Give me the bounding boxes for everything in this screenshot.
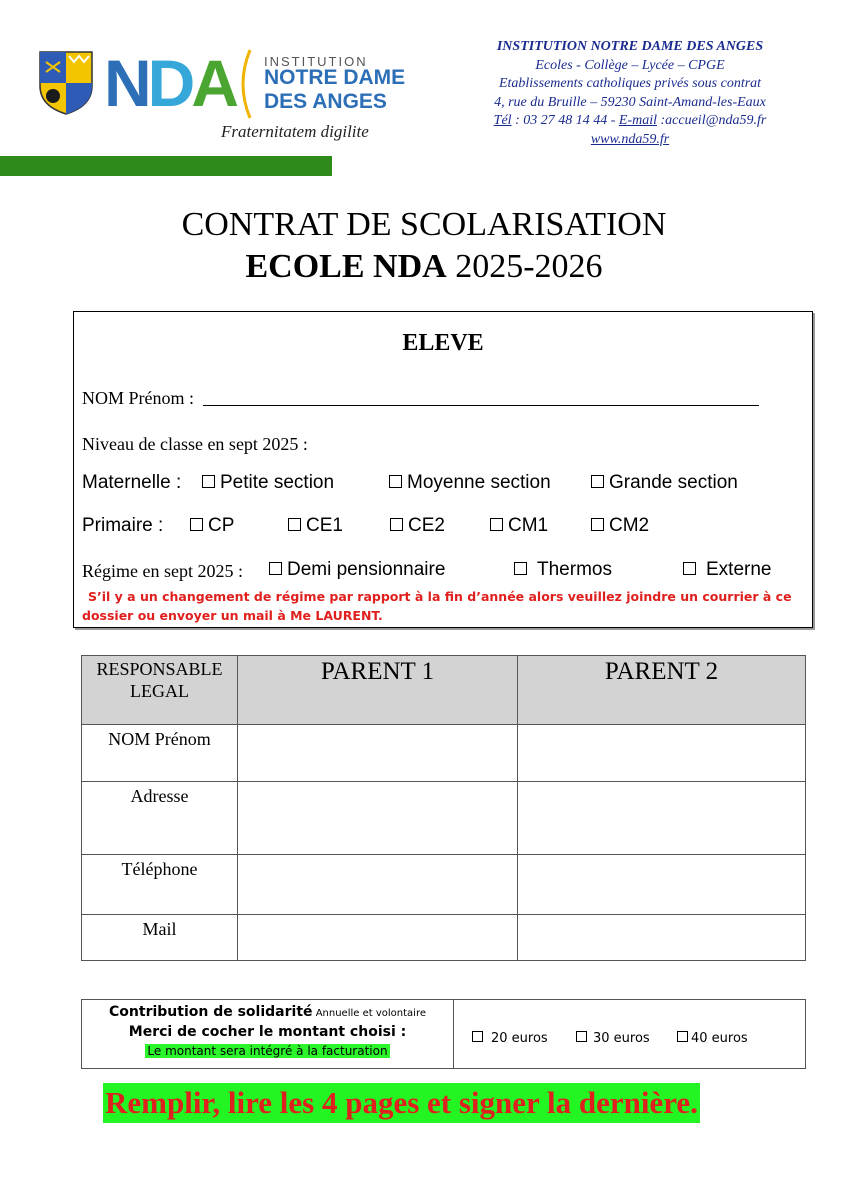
row-label-nom: NOM Prénom — [82, 725, 238, 782]
maternelle-label: Maternelle : — [82, 472, 182, 493]
checkbox-icon[interactable] — [472, 1031, 483, 1042]
email-link[interactable]: E-mail — [618, 113, 657, 128]
amount-option-40[interactable]: 40 euros — [677, 1031, 748, 1046]
contribution-title: Contribution de solidarité — [109, 1004, 313, 1020]
table-row — [82, 915, 806, 961]
checkbox-icon[interactable] — [202, 475, 215, 488]
option-grande-section[interactable]: Grande section — [591, 472, 738, 494]
contact-block — [450, 38, 810, 149]
option-ce2[interactable]: CE2 — [390, 515, 445, 537]
nda-logo-letters: NDA — [104, 46, 236, 120]
checkbox-icon[interactable] — [683, 562, 696, 575]
table-corner-header: RESPONSABLE LEGAL — [82, 656, 238, 725]
parent2-mail-cell[interactable] — [518, 915, 806, 961]
document-subtitle: ECOLE NDA 2025-2026 — [245, 248, 603, 285]
option-demi-pensionnaire[interactable]: Demi pensionnaire — [269, 559, 445, 581]
parent2-adresse-cell[interactable] — [518, 782, 806, 855]
website-link[interactable]: www.nda59.fr — [590, 131, 670, 147]
column-header-parent2: PARENT 2 — [518, 656, 806, 725]
table-row — [82, 855, 806, 915]
checkbox-icon[interactable] — [190, 518, 203, 531]
table-row — [82, 782, 806, 855]
checkbox-icon[interactable] — [576, 1031, 587, 1042]
checkbox-icon[interactable] — [591, 475, 604, 488]
checkbox-icon[interactable] — [591, 518, 604, 531]
contact-line1: Ecoles - Collège – Lycée – CPGE — [535, 57, 725, 73]
row-label-mail: Mail — [82, 915, 238, 961]
green-divider-bar — [0, 156, 332, 176]
contribution-description — [82, 1000, 454, 1068]
option-externe[interactable]: Externe — [683, 559, 771, 581]
checkbox-icon[interactable] — [390, 518, 403, 531]
amount-option-20[interactable]: 20 euros — [472, 1031, 548, 1046]
row-label-telephone: Téléphone — [82, 855, 238, 915]
contact-line2: Etablissements catholiques privés sous contrat — [498, 76, 762, 91]
parent2-nom-cell[interactable] — [518, 725, 806, 782]
institution-logo — [38, 44, 448, 144]
checkbox-icon[interactable] — [389, 475, 402, 488]
checkbox-icon[interactable] — [677, 1031, 688, 1042]
checkbox-icon[interactable] — [490, 518, 503, 531]
regime-label: Régime en sept 2025 : — [82, 561, 243, 581]
parents-table — [81, 655, 806, 961]
option-cm2[interactable]: CM2 — [591, 515, 649, 537]
primaire-label: Primaire : — [82, 515, 164, 536]
contact-name: INSTITUTION NOTRE DAME DES ANGES — [496, 39, 764, 54]
option-cm1[interactable]: CM1 — [490, 515, 548, 537]
column-header-parent1: PARENT 1 — [238, 656, 518, 725]
parent2-telephone-cell[interactable] — [518, 855, 806, 915]
parent1-mail-cell[interactable] — [238, 915, 518, 961]
option-moyenne-section[interactable]: Moyenne section — [389, 472, 551, 494]
amount-option-30[interactable]: 30 euros — [576, 1031, 650, 1046]
contribution-section — [81, 999, 806, 1069]
contribution-subtitle: Annuelle et volontaire — [312, 1008, 426, 1019]
checkbox-icon[interactable] — [514, 562, 527, 575]
checkbox-icon[interactable] — [269, 562, 282, 575]
nom-prenom-row: NOM Prénom : — [82, 388, 759, 409]
motto: Fraternitatem digilite — [221, 122, 369, 141]
contact-address: 4, rue du Bruille – 59230 Saint-Amand-les-Eaux — [494, 94, 766, 110]
option-thermos[interactable]: Thermos — [514, 559, 612, 581]
parent1-adresse-cell[interactable] — [238, 782, 518, 855]
regime-change-note: S’il y a un changement de régime par rapport à la fin d’année alors veuillez joindre un courrier à ce dossier ou envoyer un mail à Me LAURENT. — [82, 589, 792, 623]
parent1-nom-cell[interactable] — [238, 725, 518, 782]
coat-of-arms-icon — [38, 50, 94, 116]
table-row — [82, 725, 806, 782]
eleve-heading: ELEVE — [402, 330, 484, 356]
institution-small-label: INSTITUTION — [264, 54, 368, 69]
institution-name-logo: NOTRE DAME DES ANGES — [264, 66, 406, 113]
contribution-highlight: Le montant sera intégré à la facturation — [147, 1044, 388, 1058]
nom-prenom-field[interactable] — [203, 391, 759, 406]
contact-phone-email: Tél : 03 27 48 14 44 - E-mail :accueil@nda59.fr — [493, 113, 767, 128]
swoosh-icon — [234, 48, 256, 120]
document-title: CONTRAT DE SCOLARISATION — [181, 206, 667, 243]
parent1-telephone-cell[interactable] — [238, 855, 518, 915]
option-petite-section[interactable]: Petite section — [202, 472, 334, 494]
final-instruction: Remplir, lire les 4 pages et signer la dernière. — [103, 1083, 700, 1123]
contribution-instruction: Merci de cocher le montant choisi : — [128, 1024, 407, 1040]
checkbox-icon[interactable] — [288, 518, 301, 531]
option-cp[interactable]: CP — [190, 515, 234, 537]
option-ce1[interactable]: CE1 — [288, 515, 343, 537]
niveau-label: Niveau de classe en sept 2025 : — [82, 434, 308, 454]
row-label-adresse: Adresse — [82, 782, 238, 855]
eleve-section — [73, 311, 813, 628]
